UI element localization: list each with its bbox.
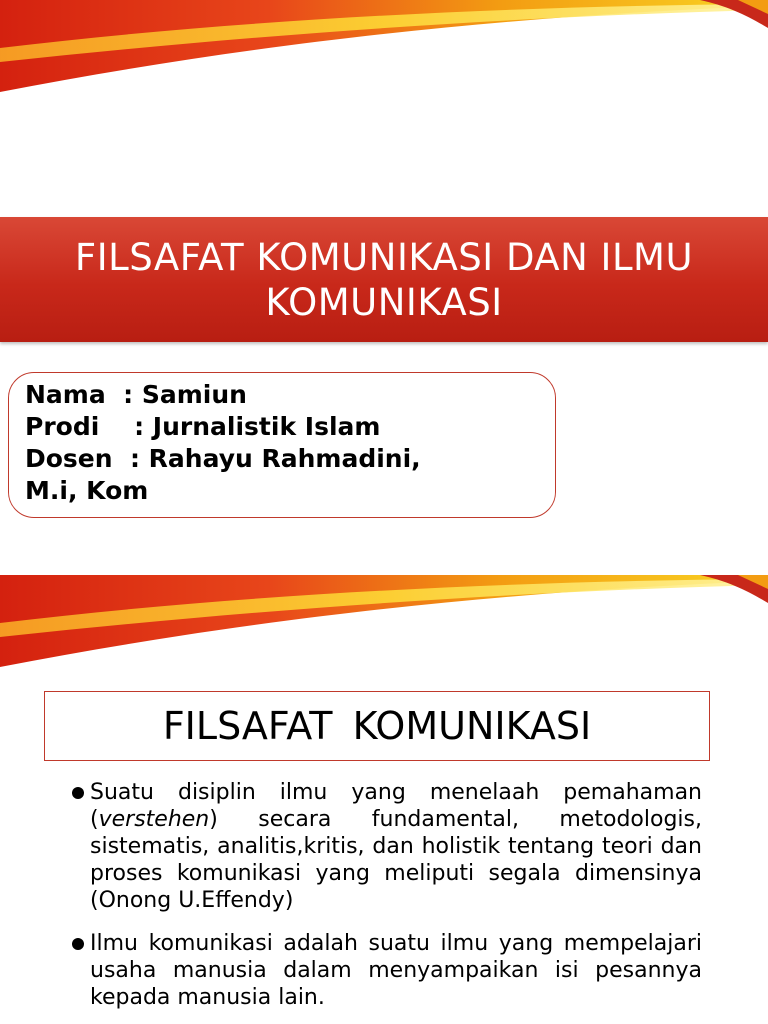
info-lecturer: Dosen : Rahayu Rahmadini, — [25, 444, 421, 473]
slide-separator — [0, 565, 768, 575]
bullet-text: Ilmu komunikasi adalah suatu ilmu yang mempelajari usaha manusia dalam menyampaikan isi pesannya kepada manusia lain. — [90, 931, 702, 1010]
section-heading: FILSAFAT KOMUNIKASI — [162, 704, 592, 748]
decorative-swoosh — [0, 0, 768, 100]
decorative-swoosh — [0, 575, 768, 675]
bullet-text-part: Suatu disiplin ilmu yang menelaah pemahaman ( — [90, 780, 702, 832]
info-lecturer-degree: M.i, Kom — [25, 476, 149, 505]
bullet-icon — [72, 787, 84, 799]
author-info-box — [8, 372, 556, 518]
bullet-item-definition — [72, 779, 702, 914]
bullet-icon — [72, 938, 84, 950]
bullet-text-part: ) secara fundamental, metodologis, sistematis, analitis,kritis, dan holistik tentang teori dan proses komunikasi yang meliputi segala dimensinya (Onong U.Effendy) — [90, 807, 702, 913]
title-banner — [0, 217, 768, 342]
info-program: Prodi : Jurnalistik Islam — [25, 412, 381, 441]
slide-title: FILSAFAT KOMUNIKASI DAN ILMU KOMUNIKASI — [74, 235, 694, 324]
content-slide — [0, 575, 768, 1024]
bullet-list — [72, 779, 702, 1024]
info-name: Nama : Samiun — [25, 380, 247, 409]
bullet-item-communication-science — [72, 930, 702, 1011]
bullet-italic-term: verstehen — [98, 807, 210, 832]
section-heading-box — [44, 691, 710, 761]
